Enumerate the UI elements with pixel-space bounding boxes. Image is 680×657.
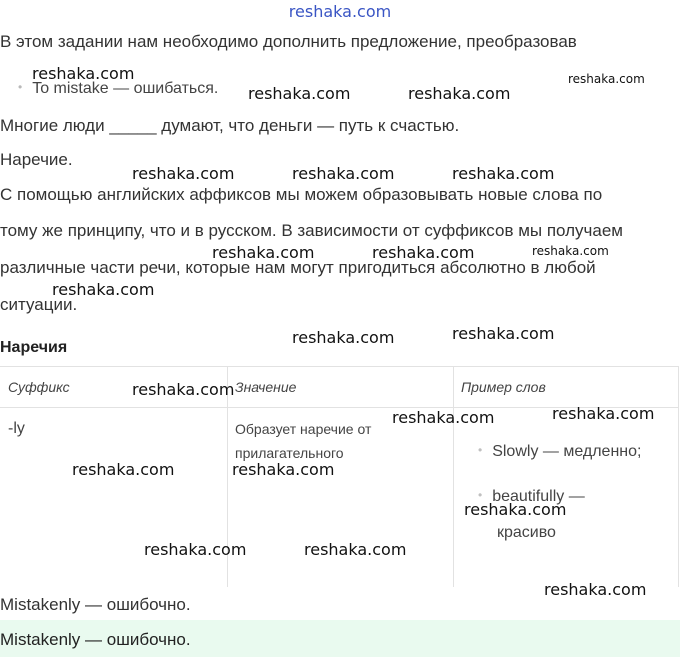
watermark: reshaka.com [212, 243, 315, 262]
watermark: reshaka.com [292, 164, 395, 183]
watermark: reshaka.com [452, 324, 555, 343]
bullet-icon: • [478, 488, 483, 502]
part-of-speech: Наречие. [0, 150, 73, 169]
task-bullet: • To mistake — ошибаться. [18, 80, 218, 98]
meaning-line: Образует наречие от [235, 421, 372, 437]
watermark: reshaka.com [132, 380, 235, 399]
watermark: reshaka.com [52, 280, 155, 299]
answer-box [0, 620, 680, 657]
example-text: beautifully — [492, 488, 585, 505]
example-text: Slowly — медленно; [492, 443, 642, 460]
watermark: reshaka.com [568, 72, 645, 86]
table-header-examples: Пример слов [461, 379, 546, 395]
watermark: reshaka.com [232, 460, 335, 479]
task-intro: В этом задании нам необходимо дополнить предложение, преобразовав [0, 32, 577, 51]
table-cell-meaning [235, 417, 371, 465]
bullet-icon: • [478, 443, 483, 457]
explanation-line: различные части речи, которые нам могут пригодиться абсолютно в любой [0, 258, 596, 277]
explanation-line: тому же принципу, что и в русском. В зависимости от суффиксов мы получаем [0, 221, 623, 240]
watermark: reshaka.com [248, 84, 351, 103]
watermark: reshaka.com [304, 540, 407, 559]
watermark: reshaka.com [408, 84, 511, 103]
answer-text: Mistakenly — ошибочно. [0, 630, 191, 649]
example-continuation: красиво [497, 524, 556, 541]
watermark: reshaka.com [532, 244, 609, 258]
table-divider [453, 367, 454, 587]
explanation-line: С помощью английских аффиксов мы можем образовывать новые слова по [0, 185, 603, 204]
site-header-watermark[interactable]: reshaka.com [288, 2, 392, 21]
watermark: reshaka.com [544, 580, 647, 599]
watermark: reshaka.com [72, 460, 175, 479]
table-cell-suffix: -ly [8, 420, 25, 437]
explanation-line: ситуации. [0, 295, 78, 314]
watermark: reshaka.com [552, 404, 655, 423]
watermark: reshaka.com [144, 540, 247, 559]
watermark: reshaka.com [452, 164, 555, 183]
table-header-suffix: Суффикс [8, 379, 70, 395]
watermark: reshaka.com [392, 408, 495, 427]
watermark: reshaka.com [292, 328, 395, 347]
table-header-meaning: Значение [235, 379, 297, 395]
task-sentence: Многие люди _____ думают, что деньги — путь к счастью. [0, 116, 460, 135]
meaning-line: прилагательного [235, 445, 344, 461]
watermark: reshaka.com [32, 64, 135, 83]
watermark: reshaka.com [372, 243, 475, 262]
watermark: reshaka.com [132, 164, 235, 183]
watermark: reshaka.com [464, 500, 567, 519]
example-item [478, 440, 641, 464]
section-heading: Наречия [0, 339, 68, 356]
result-text: Mistakenly — ошибочно. [0, 595, 191, 614]
